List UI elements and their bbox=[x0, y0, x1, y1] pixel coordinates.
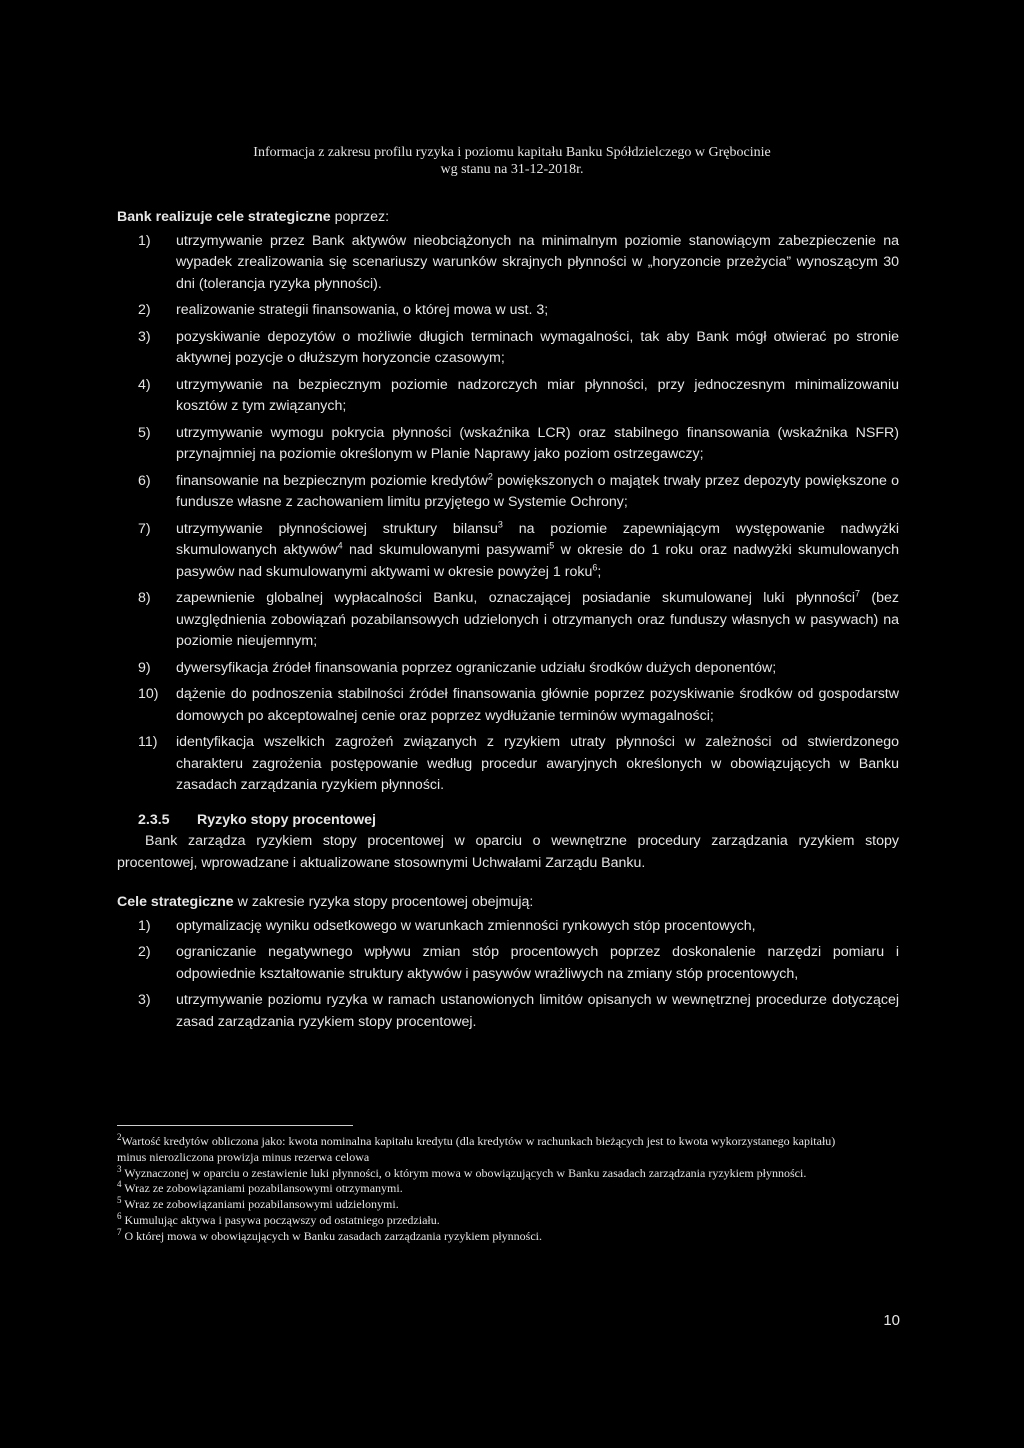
list-text: zapewnienie globalnej wypłacalności Banku, oznaczającej posiadanie skumulowanej luki płynności bbox=[176, 590, 856, 606]
footnote-ref[interactable]: 7 bbox=[855, 588, 861, 599]
list-text: ; bbox=[597, 563, 602, 580]
spacer bbox=[117, 874, 899, 892]
footnote-number: 5 bbox=[117, 1195, 122, 1206]
list-text: utrzymywanie poziomu ryzyka w ramach ustanowionych limitów opisanych w wewnętrznej procedurze dotyczącej zasad zarządzania ryzykiem stopy procentowej. bbox=[176, 992, 899, 1030]
list-text: pozyskiwanie depozytów o możliwie długich terminach wymagalności, tak aby Bank mógł otwierać po stronie aktywnej pozycje o dłuższym horyzoncie czasowym; bbox=[176, 328, 899, 366]
list-number: 9) bbox=[138, 659, 151, 676]
list-item bbox=[117, 327, 899, 370]
list-text: utrzymywanie na bezpiecznym poziomie nadzorczych miar płynności, przy jednoczesnym minimalizowaniu kosztów z tym związanych; bbox=[176, 376, 899, 414]
footnote-text: Wraz ze zobowiązaniami pozabilansowymi otrzymanymi. bbox=[121, 1181, 403, 1196]
list-number: 5) bbox=[138, 424, 151, 441]
list-number: 6) bbox=[138, 472, 151, 489]
list-text: optymalizację wyniku odsetkowego w warunkach zmienności rynkowych stóp procentowych, bbox=[176, 917, 756, 934]
header-date: wg stanu na 31-12-2018r. bbox=[440, 162, 584, 177]
footnote-number: 7 bbox=[117, 1226, 122, 1237]
list-text: identyfikacja wszelkich zagrożeń związanych z ryzykiem utraty płynności w zależności od stwierdzonego charakteru zagrożenia postępowanie według procedur awaryjnych określonych w obowiązujących w Banku zasadach zarządzania ryzykiem płynności. bbox=[176, 734, 899, 793]
list-item bbox=[117, 519, 899, 584]
page-number: 10 bbox=[883, 1312, 900, 1329]
list-number: 10) bbox=[138, 686, 159, 702]
list-text: utrzymywanie płynnościowej struktury bilansu bbox=[176, 520, 498, 537]
footnote-text: Wyznaczonej w oparciu o zestawienie luki płynności, o którym mowa w obowiązujących w Banku zasadach zarządzania ryzykiem płynności. bbox=[121, 1165, 807, 1180]
list-number: 1) bbox=[138, 917, 151, 934]
list-item bbox=[117, 423, 899, 466]
list-text: dywersyfikacja źródeł finansowania poprzez ograniczanie udziału środków dużych deponentów; bbox=[176, 659, 777, 676]
footnote bbox=[117, 1210, 857, 1229]
list-item bbox=[117, 732, 899, 797]
list-number: 1) bbox=[138, 232, 151, 249]
list-number: 8) bbox=[138, 590, 151, 606]
list-item bbox=[117, 684, 899, 727]
footnote-text: Wraz ze zobowiązaniami pozabilansowymi udzielonymi. bbox=[121, 1197, 399, 1212]
list-number: 4) bbox=[138, 376, 151, 393]
list-number: 2) bbox=[138, 944, 151, 960]
list-item bbox=[117, 916, 899, 938]
footnote-number: 4 bbox=[117, 1179, 122, 1190]
footnote-number: 3 bbox=[117, 1163, 122, 1174]
list-text: utrzymywanie przez Bank aktywów nieobciążonych na minimalnym poziomie stanowiącym zabezpieczenie na wypadek zrealizowania się scenariuszy warunków skrajnych płynności w „horyzoncie przeżycia” wynoszącym 30 dni (tolerancja ryzyka płynności). bbox=[176, 232, 899, 292]
footnote bbox=[117, 1197, 857, 1213]
list-number: 3) bbox=[138, 992, 151, 1008]
footnote-ref[interactable]: 2 bbox=[487, 470, 493, 481]
list-item bbox=[117, 300, 899, 322]
list-number: 3) bbox=[138, 328, 151, 345]
list-item bbox=[117, 471, 899, 514]
list-number: 11) bbox=[138, 734, 158, 750]
footnote-number: 2 bbox=[117, 1132, 122, 1142]
intro-paragraph bbox=[117, 207, 899, 229]
list-item bbox=[117, 658, 899, 680]
list-text: na poziomie zapewniającym występowanie nadwyżki skumulowanych aktywów bbox=[176, 520, 899, 558]
footnote-text: Wartość kredytów obliczona jako: kwota nominalna kapitału kredytu (dla kredytów w rachunkach bieżących jest to kwota wykorzystanego kapitału) minus nierozliczona prowizja minus rezerwa celowa bbox=[117, 1134, 836, 1164]
section-title: Ryzyko stopy procentowej bbox=[197, 811, 376, 828]
footnote-ref[interactable]: 4 bbox=[337, 540, 343, 551]
footnote-ref[interactable]: 3 bbox=[497, 518, 503, 529]
footnote bbox=[117, 1134, 857, 1166]
goals-intro bbox=[117, 892, 899, 914]
list-text: powiększonych o majątek trwały przez depozyty powiększone o fundusze własne z zachowaniem limitu przyjętego w Systemie Ochrony; bbox=[176, 472, 899, 510]
document-body bbox=[117, 207, 899, 1038]
intro-rest: poprzez: bbox=[330, 209, 390, 225]
list-text: realizowanie strategii finansowania, o której mowa w ust. 3; bbox=[176, 302, 549, 318]
list-text: (bez uwzględnienia zobowiązań pozabilansowych udzielonych i otrzymanych oraz funduszy własnych w pasywach) na poziomie nieujemnym; bbox=[176, 590, 899, 649]
list-item bbox=[117, 588, 899, 653]
list-item bbox=[117, 231, 899, 296]
section-paragraph: Bank zarządza ryzykiem stopy procentowej w oparciu o wewnętrzne procedury zarządzania ryzykiem stopy procentowej, wprowadzane i aktualizowane stosownymi Uchwałami Zarządu Banku. bbox=[117, 833, 899, 871]
goals-rest: w zakresie ryzyka stopy procentowej obejmują: bbox=[233, 894, 534, 910]
footnote-ref[interactable]: 6 bbox=[592, 561, 598, 572]
page-header bbox=[0, 144, 1024, 178]
footnote bbox=[117, 1181, 857, 1197]
footnotes bbox=[117, 1134, 857, 1245]
header-title: Informacja z zakresu profilu ryzyka i poziomu kapitału Banku Spółdzielczego w Grębocinie bbox=[253, 145, 771, 160]
list-text: dążenie do podnoszenia stabilności źródeł finansowania głównie poprzez pozyskiwanie środków od gospodarstw domowych po akceptowalnej cenie oraz poprzez wydłużanie terminów wymagalności; bbox=[176, 686, 899, 724]
list-text: w okresie do 1 roku oraz nadwyżki skumulowanych pasywów nad skumulowanymi aktywami w okresie powyżej 1 roku bbox=[176, 542, 899, 580]
liquidity-goals-list bbox=[117, 231, 899, 797]
list-item bbox=[117, 942, 899, 985]
interest-rate-goals-list bbox=[117, 916, 899, 1034]
list-text: nad skumulowanymi pasywami bbox=[342, 542, 550, 558]
list-item bbox=[117, 990, 899, 1033]
list-item bbox=[117, 375, 899, 418]
list-text: ograniczanie negatywnego wpływu zmian stóp procentowych poprzez doskonalenie narzędzi pomiaru i odpowiednie kształtowanie struktury aktywów i pasywów wrażliwych na zmiany stóp procentowych, bbox=[176, 944, 899, 982]
intro-bold: Bank realizuje cele strategiczne bbox=[117, 209, 331, 225]
footnote-number: 6 bbox=[117, 1210, 122, 1221]
list-number: 2) bbox=[138, 302, 151, 318]
footnote-text: O której mowa w obowiązujących w Banku zasadach zarządzania ryzykiem płynności. bbox=[121, 1228, 543, 1243]
footnote bbox=[117, 1163, 857, 1182]
list-text: utrzymywanie wymogu pokrycia płynności (wskaźnika LCR) oraz stabilnego finansowania (wskaźnika NSFR) przynajmniej na poziomie określonym w Planie Naprawy jako poziom ostrzegawczy; bbox=[176, 424, 899, 462]
list-text: finansowanie na bezpiecznym poziomie kredytów bbox=[176, 472, 488, 489]
section-heading bbox=[138, 810, 899, 832]
section-number: 2.3.5 bbox=[138, 811, 170, 828]
goals-bold: Cele strategiczne bbox=[117, 894, 234, 910]
footnote bbox=[117, 1226, 857, 1245]
footnote-divider bbox=[117, 1125, 353, 1126]
list-number: 7) bbox=[138, 520, 151, 537]
footnote-ref[interactable]: 5 bbox=[549, 540, 555, 551]
footnote-text: Kumulując aktywa i pasywa począwszy od ostatniego przedziału. bbox=[121, 1212, 440, 1227]
